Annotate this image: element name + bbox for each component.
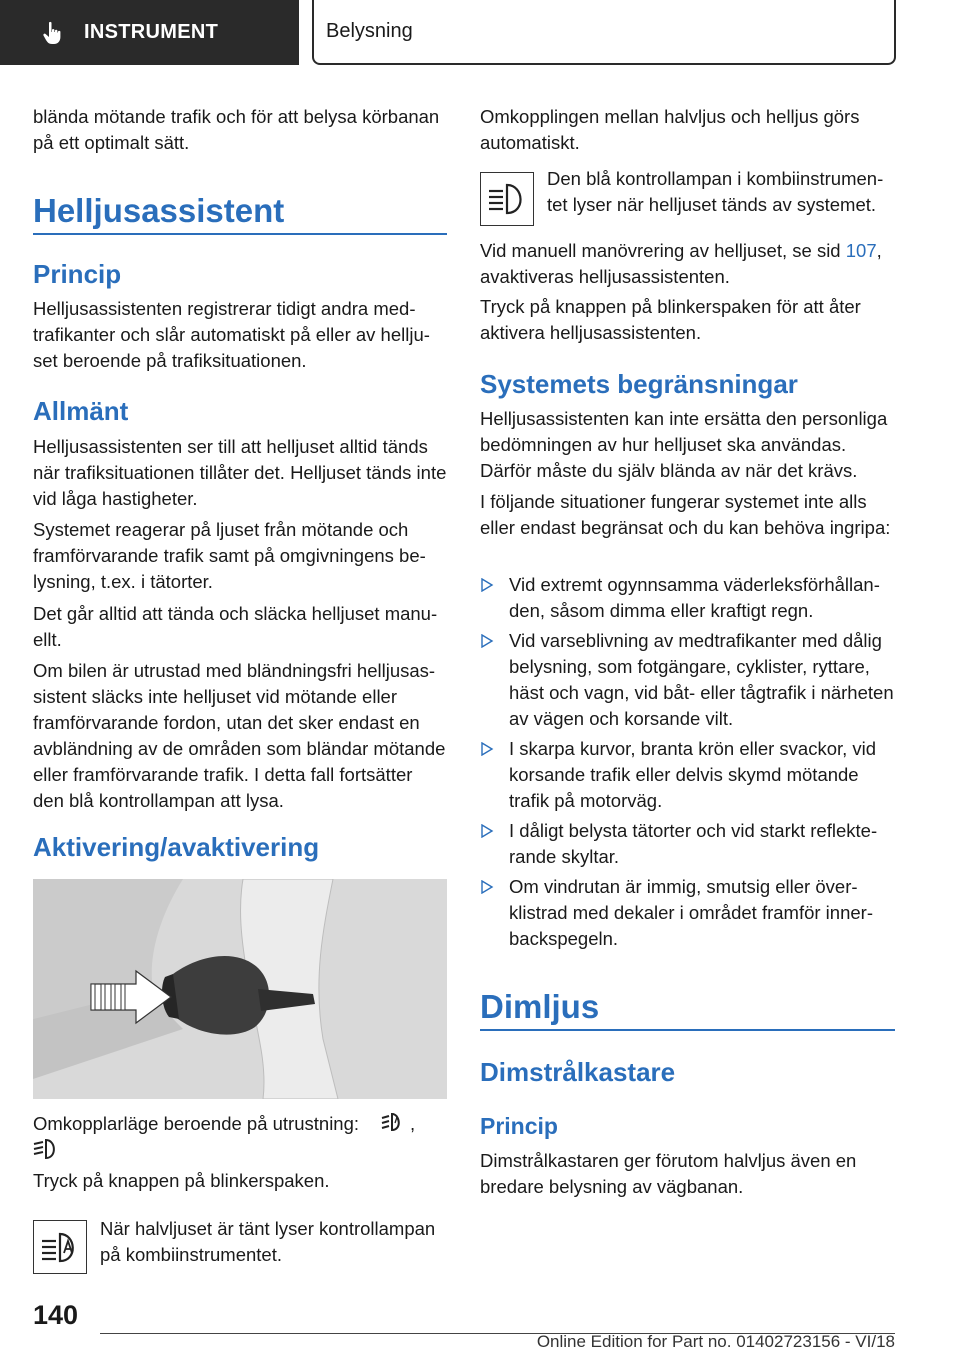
low-beam-lamp-box: [33, 1220, 87, 1274]
allmant-paragraph-2: Systemet reagerar på ljuset från mötande och framförvarande trafik samt på omgivningens belysning, t.ex. i tätorter.: [33, 519, 426, 592]
low-beam-lamp-text: När halvljuset är tänt lyser kontrollampan på kombiinstrumentet.: [100, 1218, 436, 1265]
triangle-bullet-icon: [480, 578, 494, 592]
dim-princip-paragraph: Dimstrålkastaren ger förutom halvljus även en bredare belysning av vägbanan.: [480, 1150, 857, 1197]
chapter-title: INSTRUMENT: [84, 21, 219, 43]
limitations-paragraph-2: I följande situationer fungerar systemet inte alls eller endast begränsat och du kan behöva ingripa:: [480, 491, 891, 538]
chapter-tab: [0, 0, 299, 65]
allmant-paragraph-1: Helljusassistenten ser till att helljuset alltid tänds när trafiksituationen tillåter det. Helljuset tänds inte vid låga hastigheter.: [33, 436, 447, 509]
high-beam-icon: [481, 173, 532, 224]
high-beam-assist-icon: [33, 1138, 59, 1160]
triangle-bullet-icon: [480, 742, 494, 756]
list-item-text: I skarpa kurvor, branta krön eller svackor, vid korsande trafik eller delvis skymd mötande trafik på motorväg.: [509, 738, 877, 811]
high-beam-lamp-text: Den blå kontrollampan i kombiinstrumentet lyser när helljuset tänds av systemet.: [547, 168, 884, 215]
hand-pointer-icon: [40, 20, 66, 46]
page-number: 140: [33, 1300, 79, 1330]
intro-paragraph: blända mötande trafik och för att belysa körbanan på ett optimalt sätt.: [33, 106, 440, 153]
list-item-text: Vid extremt ogynnsamma väderleksförhållanden, såsom dimma eller kraftigt regn.: [509, 574, 880, 621]
heading-aktivering: Aktivering/avaktivering: [33, 832, 320, 862]
right-intro-paragraph: Omkopplingen mellan halvljus och helljus görs automatiskt.: [480, 106, 860, 153]
footer-edition: Online Edition for Part no. 01402723156 - VI/18: [536, 1332, 895, 1351]
limitations-paragraph-1: Helljusassistenten kan inte ersätta den personliga bedömningen av hur helljuset ska användas. Därför måste du själv blända av när det krävs.: [480, 408, 888, 481]
list-item-text: I dåligt belysta tätorter och vid starkt reflekterande skyltar.: [509, 820, 878, 867]
heading-dimljus: Dimljus: [480, 988, 600, 1025]
heading-dimstralkastare: Dimstrålkastare: [480, 1057, 676, 1087]
turn-signal-stalk-image: [33, 879, 447, 1099]
reactivate-paragraph: Tryck på knappen på blinkerspaken för att åter aktivera helljusassistenten.: [480, 296, 861, 343]
switch-comma: ,: [410, 1113, 416, 1134]
switch-position-text: Omkopplarläge beroende på utrustning:: [33, 1113, 360, 1134]
section-title: Belysning: [326, 20, 413, 42]
list-item-text: Vid varseblivning av medtrafikanter med dålig belysning, som fotgängare, cyklister, ryttare, häst och vagn, vid båt- eller tågtrafik i närheten av vägen och korsande vilt.: [509, 630, 894, 729]
allmant-paragraph-3: Det går alltid att tända och släcka helljuset manuellt.: [33, 603, 438, 650]
page-link-107[interactable]: 107: [845, 240, 877, 261]
heading-princip-dim: Princip: [480, 1113, 558, 1139]
heading-systemets-begransningar: Systemets begränsningar: [480, 369, 798, 399]
triangle-bullet-icon: [480, 824, 494, 838]
section-tab: [312, 0, 896, 65]
auto-high-beam-icon: [380, 1110, 404, 1134]
high-beam-lamp-box: [480, 172, 534, 226]
princip-paragraph: Helljusassistenten registrerar tidigt andra medtrafikanter och slår automatiskt på eller av helljuset beroende på trafiksituationen.: [33, 298, 430, 371]
heading-rule: [480, 1029, 895, 1031]
auto-headlight-icon: [34, 1221, 85, 1272]
heading-allmant: Allmänt: [33, 396, 129, 426]
allmant-paragraph-4: Om bilen är utrustad med bländningsfri helljusassistent släcks inte helljuset vid mötande eller framförvarande fordon, utan det sker endast en avbländning av de områden som bländar mötande eller framförvarande trafik. I detta fall fortsätter den blå kontrollampan att lysa.: [33, 660, 446, 811]
stalk-illustration: [33, 879, 447, 1099]
press-button-text: Tryck på knappen på blinkerspaken.: [33, 1170, 330, 1191]
heading-helljusassistent: Helljusassistent: [33, 192, 285, 229]
manual-text-end: , avaktiveras helljusassistenten.: [480, 240, 882, 287]
triangle-bullet-icon: [480, 634, 494, 648]
triangle-bullet-icon: [480, 880, 494, 894]
heading-rule: [33, 233, 447, 235]
manual-operation-paragraph: [480, 238, 895, 290]
manual-text-start: Vid manuell manövrering av helljuset, se sid: [480, 240, 841, 261]
list-item-text: Om vindrutan är immig, smutsig eller överklistrad med dekaler i området framför innerbackspegeln.: [509, 876, 873, 949]
heading-princip: Princip: [33, 259, 122, 289]
